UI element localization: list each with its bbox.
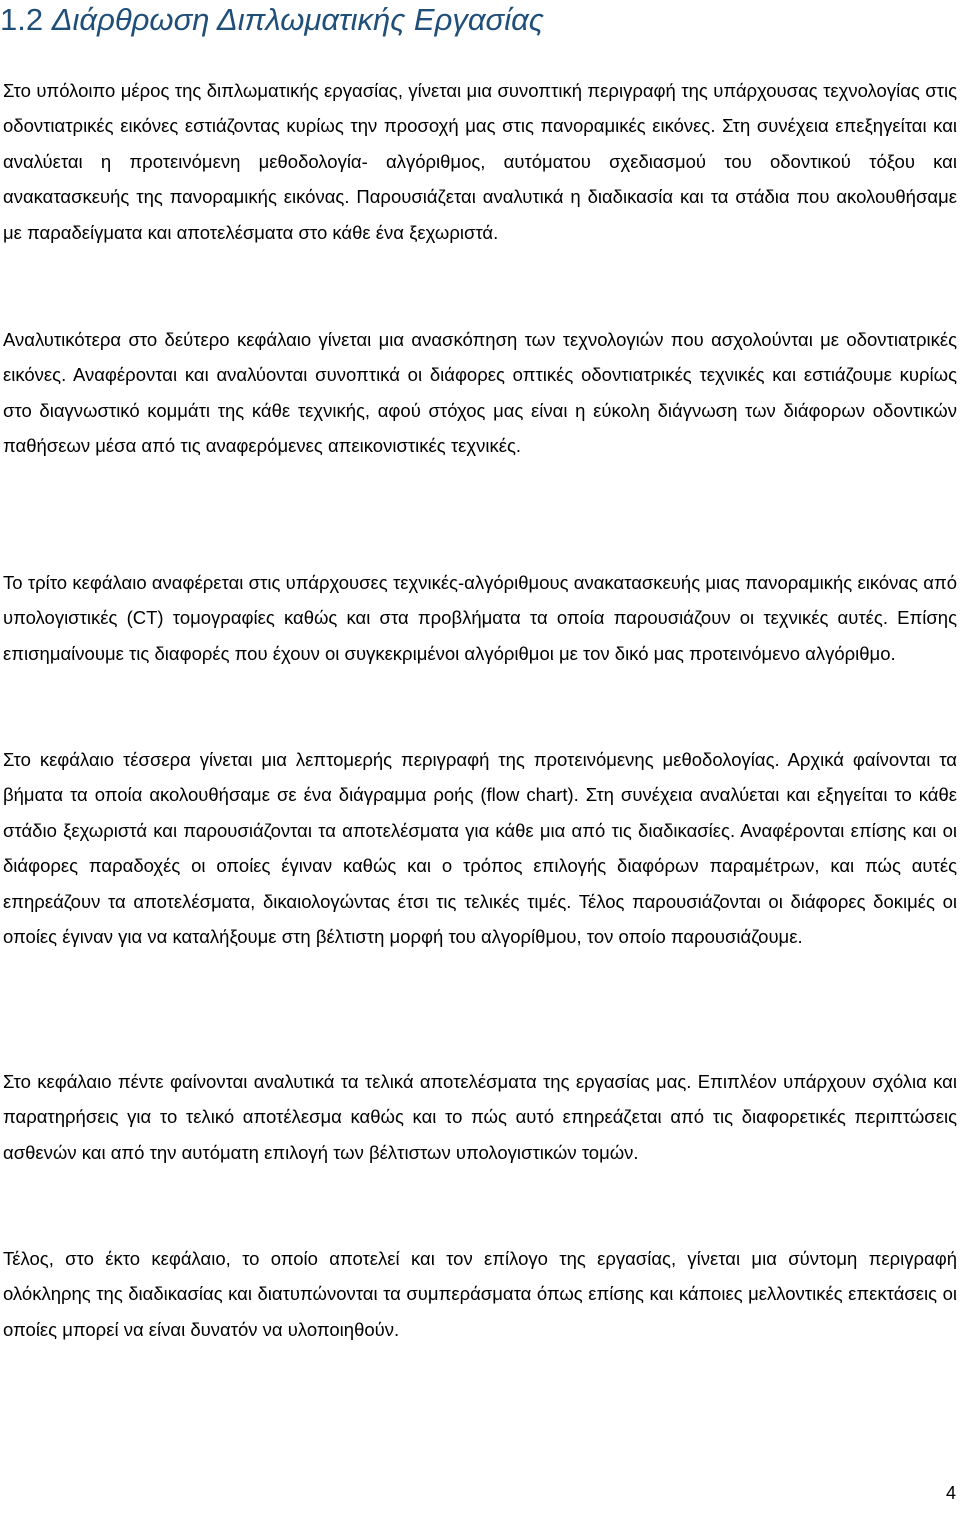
paragraph-chapter-four: Στο κεφάλαιο τέσσερα γίνεται μια λεπτομερής περιγραφή της προτεινόμενης μεθοδολογίας. Αρχικά φαίνονται τα βήματα τα οποία ακολουθήσαμε σε ένα διάγραμμα ροής (flow chart). Στη συνέχεια αναλύεται και εξηγείται το κάθε στάδιο ξεχωριστά και παρουσιάζονται τα αποτελέσματα για κάθε μια από τις διαδικασίες. Αναφέρονται επίσης και οι διάφορες παραδοχές οι οποίες έγιναν καθώς και ο τρόπος επιλογής διαφόρων παραμέτρων, και πώς αυτές επηρεάζουν τα αποτελέσματα, δικαιολογώντας έτσι τις τελικές τιμές. Τέλος παρουσιάζονται οι διάφορες δοκιμές οι οποίες έγιναν για να καταλήξουμε στη βέλτιστη μορφή του αλγορίθμου, τον οποίο παρουσιάζουμε. xyxy=(3,749,957,948)
paragraph-chapter-five: Στο κεφάλαιο πέντε φαίνονται αναλυτικά τα τελικά αποτελέσματα της εργασίας μας. Επιπλέον υπάρχουν σχόλια και παρατηρήσεις για το τελικό αποτέλεσμα καθώς και το πώς αυτό επηρεάζεται από τις διαφορετικές περιπτώσεις ασθενών και από την αυτόματη επιλογή των βέλτιστων υπολογιστικών τομών. xyxy=(3,1071,957,1163)
section-title: Διάρθρωση Διπλωματικής Εργασίας xyxy=(51,2,544,37)
section-number: 1.2 xyxy=(0,2,44,37)
paragraph-intro: Στο υπόλοιπο μέρος της διπλωματικής εργασίας, γίνεται μια συνοπτική περιγραφή της υπάρχουσας τεχνολογίας στις οδοντιατρικές εικόνες εστιάζοντας κυρίως την προσοχή μας στις πανοραμικές εικόνες. Στη συνέχεια επεξηγείται και αναλύεται η προτεινόμενη μεθοδολογία- αλγόριθμος, αυτόματου σχεδιασμού του οδοντικού τόξου και ανακατασκευής της πανοραμικής εικόνας. Παρουσιάζεται αναλυτικά η διαδικασία και τα στάδια που ακολουθήσαμε με παραδείγματα και αποτελέσματα στο κάθε ένα ξεχωριστά. xyxy=(3,80,957,243)
paragraph-chapter-two: Αναλυτικότερα στο δεύτερο κεφάλαιο γίνεται μια ανασκόπηση των τεχνολογιών που ασχολούνται με οδοντιατρικές εικόνες. Αναφέρονται και αναλύονται συνοπτικά οι διάφορες οπτικές οδοντιατρικές τεχνικές και εστιάζουμε κυρίως στο διαγνωστικό κομμάτι της κάθε τεχνικής, αφού στόχος μας είναι η εύκολη διάγνωση των διάφορων οδοντικών παθήσεων μέσα από τις αναφερόμενες απεικονιστικές τεχνικές. xyxy=(3,329,957,457)
paragraph-chapter-three: Το τρίτο κεφάλαιο αναφέρεται στις υπάρχουσες τεχνικές-αλγόριθμους ανακατασκευής μιας πανοραμικής εικόνας από υπολογιστικές (CT) τομογραφίες καθώς και στα προβλήματα τα οποία παρουσιάζουν οι τεχνικές αυτές. Επίσης επισημαίνουμε τις διαφορές που έχουν οι συγκεκριμένοι αλγόριθμοι με τον δικό μας προτεινόμενο αλγόριθμο. xyxy=(3,572,957,664)
page-number: 4 xyxy=(945,1483,956,1503)
paragraph-chapter-six: Τέλος, στο έκτο κεφάλαιο, το οποίο αποτελεί και τον επίλογο της εργασίας, γίνεται μια σύντομη περιγραφή ολόκληρης της διαδικασίας και διατυπώνονται τα συμπεράσματα όπως επίσης και κάποιες μελλοντικές επεκτάσεις οι οποίες μπορεί να είναι δυνατόν να υλοποιηθούν. xyxy=(3,1248,957,1340)
section-heading xyxy=(0,0,544,42)
